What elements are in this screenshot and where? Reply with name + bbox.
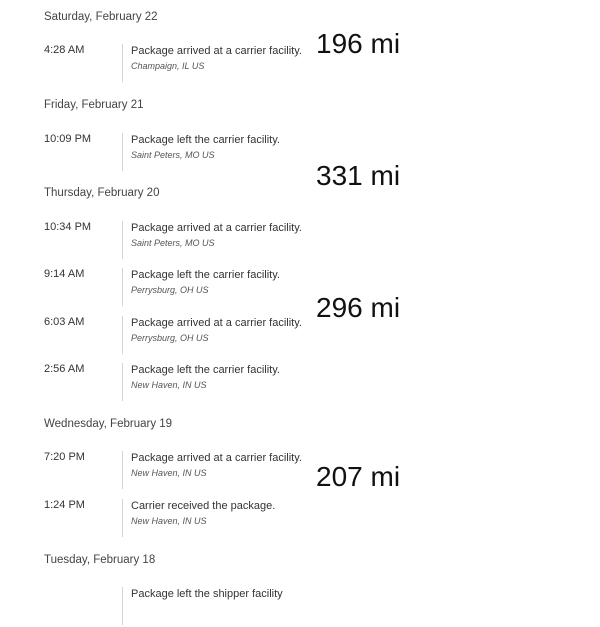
date-heading: Wednesday, February 19	[44, 418, 173, 430]
timeline-divider	[122, 44, 123, 82]
distance-annotation: 196 mi	[316, 28, 401, 59]
timeline-divider	[122, 133, 123, 171]
event-location: New Haven, IN US	[131, 380, 207, 390]
event-details	[131, 451, 302, 480]
event-status: Package arrived at a carrier facility.	[131, 317, 302, 329]
date-heading: Tuesday, February 18	[44, 554, 156, 566]
tracking-event	[0, 133, 600, 173]
event-status: Carrier received the package.	[131, 500, 276, 512]
event-status: Package left the carrier facility.	[131, 134, 280, 146]
event-time: 10:09 PM	[44, 133, 92, 145]
event-time: 7:20 PM	[44, 451, 85, 463]
tracking-event	[0, 451, 600, 491]
tracking-event	[0, 268, 600, 308]
event-time: 2:56 AM	[44, 363, 85, 375]
event-time: 6:03 AM	[44, 316, 85, 328]
event-details	[131, 316, 302, 345]
event-time: 10:34 PM	[44, 221, 92, 233]
timeline-divider	[122, 587, 123, 625]
timeline-divider	[122, 221, 123, 259]
timeline-divider	[122, 499, 123, 537]
tracking-event	[0, 221, 600, 261]
tracking-event	[0, 499, 600, 539]
timeline-divider	[122, 363, 123, 401]
event-status: Package arrived at a carrier facility.	[131, 222, 302, 234]
event-location: Saint Peters, MO US	[131, 238, 215, 248]
event-time: 9:14 AM	[44, 268, 85, 280]
distance-annotation: 296 mi	[316, 292, 401, 323]
distance-annotation: 207 mi	[316, 461, 401, 492]
event-location: New Haven, IN US	[131, 516, 207, 526]
event-location: Saint Peters, MO US	[131, 150, 215, 160]
timeline-divider	[122, 268, 123, 306]
event-details	[131, 268, 280, 297]
event-status: Package left the carrier facility.	[131, 269, 280, 281]
timeline-divider	[122, 316, 123, 354]
event-status: Package left the carrier facility.	[131, 364, 280, 376]
event-time: 1:24 PM	[44, 499, 85, 511]
event-details	[131, 587, 283, 601]
date-heading: Saturday, February 22	[44, 11, 158, 23]
event-details	[131, 499, 275, 528]
event-status: Package arrived at a carrier facility.	[131, 452, 302, 464]
event-location: Champaign, IL US	[131, 61, 205, 71]
event-details	[131, 133, 280, 162]
tracking-event	[0, 316, 600, 356]
timeline-divider	[122, 451, 123, 489]
event-location: Perrysburg, OH US	[131, 333, 209, 343]
date-heading: Thursday, February 20	[44, 187, 160, 199]
event-location: Perrysburg, OH US	[131, 285, 209, 295]
event-status: Package left the shipper facility	[131, 588, 283, 600]
tracking-event	[0, 587, 600, 627]
event-time: 4:28 AM	[44, 44, 85, 56]
event-details	[131, 44, 302, 73]
date-heading: Friday, February 21	[44, 99, 144, 111]
tracking-event	[0, 44, 600, 84]
tracking-event	[0, 363, 600, 403]
event-details	[131, 363, 280, 392]
event-location: New Haven, IN US	[131, 468, 207, 478]
event-status: Package arrived at a carrier facility.	[131, 45, 302, 57]
distance-annotation: 331 mi	[316, 160, 401, 191]
event-details	[131, 221, 302, 250]
